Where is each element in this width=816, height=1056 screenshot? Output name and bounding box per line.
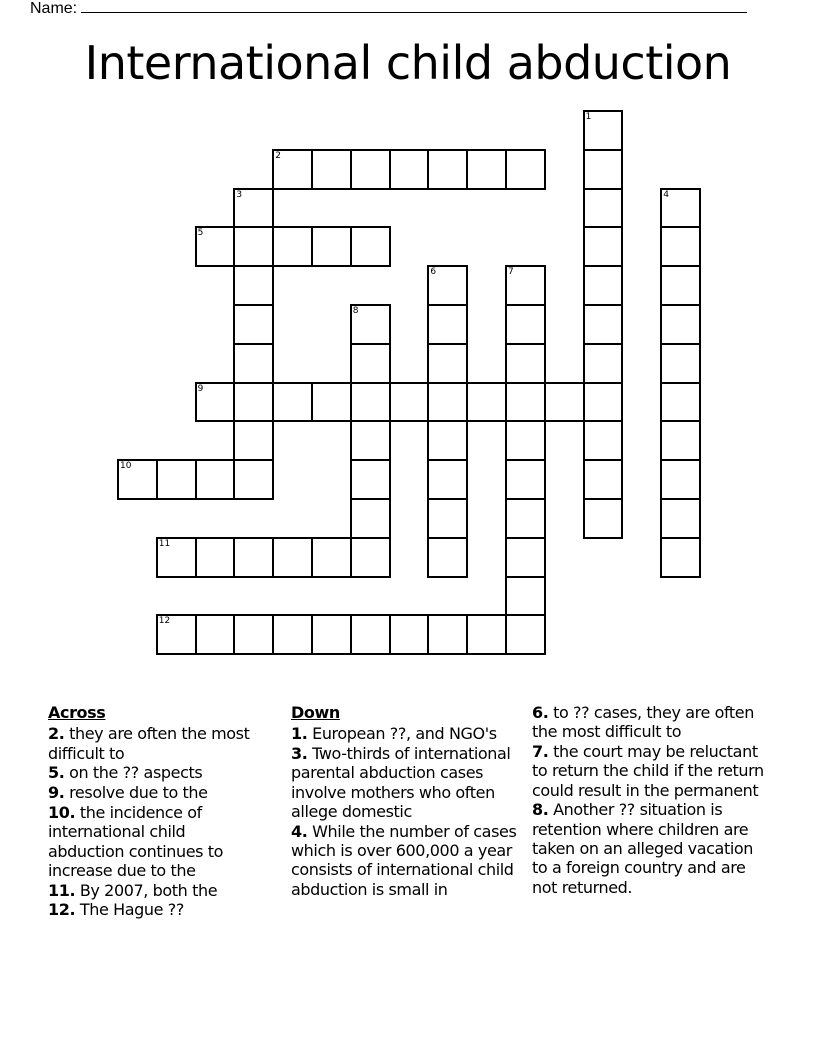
clue-text: they are often the most difficult to xyxy=(48,724,250,763)
clue-number: 10 xyxy=(120,461,132,472)
crossword-cell[interactable] xyxy=(583,188,624,229)
crossword-cell[interactable] xyxy=(350,226,391,267)
clue-text: the incidence of international child abduction continues to increase due to the xyxy=(48,802,224,880)
crossword-cell[interactable] xyxy=(156,537,197,578)
clue-item xyxy=(48,803,263,880)
crossword-cell[interactable] xyxy=(389,149,430,190)
crossword-cell[interactable] xyxy=(311,537,352,578)
clue-num: 12. xyxy=(48,900,76,920)
crossword-cell[interactable] xyxy=(505,420,546,461)
clue-text: The Hague ?? xyxy=(79,900,184,920)
clue-num: 11. xyxy=(48,880,76,900)
crossword-cell[interactable] xyxy=(660,265,701,306)
crossword-cell[interactable] xyxy=(427,537,468,578)
crossword-cell[interactable] xyxy=(660,420,701,461)
crossword-cell[interactable] xyxy=(350,459,391,500)
crossword-cell[interactable] xyxy=(427,304,468,345)
clue-text: By 2007, both the xyxy=(79,880,218,900)
clue-text: Another ?? situation is retention where children are taken on an alleged vacation to a foreign country and are not returned. xyxy=(532,800,753,897)
crossword-cell[interactable] xyxy=(505,149,546,190)
crossword-cell[interactable] xyxy=(233,343,274,384)
clue-num: 6. xyxy=(532,703,549,722)
crossword-cell[interactable] xyxy=(427,265,468,306)
crossword-cell[interactable] xyxy=(505,498,546,539)
clue-text: European ??, and NGO's xyxy=(312,724,497,744)
crossword-cell[interactable] xyxy=(660,188,701,229)
crossword-cell[interactable] xyxy=(350,614,391,655)
across-heading: Across xyxy=(48,703,106,722)
crossword-cell[interactable] xyxy=(660,304,701,345)
crossword-cell[interactable] xyxy=(427,149,468,190)
clue-text: resolve due to the xyxy=(69,783,208,803)
down-clues-continued xyxy=(532,703,772,897)
clue-number: 6 xyxy=(430,267,437,278)
down-heading: Down xyxy=(291,703,340,722)
crossword-cell[interactable] xyxy=(350,343,391,384)
crossword-cell[interactable] xyxy=(272,382,313,423)
clue-text: the court may be reluctant to return the child if the return could result in the permanent xyxy=(532,742,764,800)
crossword-cell[interactable] xyxy=(311,614,352,655)
clue-item xyxy=(532,742,772,800)
clue-number: 12 xyxy=(158,616,171,627)
clue-number: 5 xyxy=(197,228,204,239)
down-clues xyxy=(291,703,523,899)
crossword-cell[interactable] xyxy=(466,382,507,423)
crossword-cell[interactable] xyxy=(660,343,701,384)
clue-num: 3. xyxy=(291,744,308,764)
crossword-cell[interactable] xyxy=(195,459,236,500)
crossword-cell[interactable] xyxy=(233,304,274,345)
crossword-cell[interactable] xyxy=(427,498,468,539)
crossword-cell[interactable] xyxy=(583,304,624,345)
crossword-cell[interactable] xyxy=(272,537,313,578)
clue-item xyxy=(291,822,523,899)
crossword-cell[interactable] xyxy=(350,537,391,578)
page-title: International child abduction xyxy=(84,36,732,90)
crossword-cell[interactable] xyxy=(427,382,468,423)
crossword-cell[interactable] xyxy=(272,149,313,190)
clue-number: 7 xyxy=(508,267,514,278)
crossword-cell[interactable] xyxy=(272,226,313,267)
crossword-cell[interactable] xyxy=(272,614,313,655)
clue-number: 9 xyxy=(197,383,204,394)
crossword-cell[interactable] xyxy=(311,226,352,267)
crossword-cell[interactable] xyxy=(233,459,274,500)
clue-item xyxy=(48,900,263,919)
crossword-cell[interactable] xyxy=(544,382,585,423)
clue-text: on the ?? aspects xyxy=(69,763,203,783)
crossword-cell[interactable] xyxy=(505,576,546,617)
crossword-cell[interactable] xyxy=(427,420,468,461)
clue-num: 9. xyxy=(48,783,65,803)
crossword-cell[interactable] xyxy=(233,420,274,461)
clue-number: 2 xyxy=(275,150,281,161)
crossword-cell[interactable] xyxy=(583,149,624,190)
crossword-cell[interactable] xyxy=(583,265,624,306)
crossword-cell[interactable] xyxy=(505,459,546,500)
clue-num: 1. xyxy=(291,724,308,744)
clue-num: 8. xyxy=(532,800,549,820)
crossword-cell[interactable] xyxy=(505,304,546,345)
crossword-cell[interactable] xyxy=(583,382,624,423)
crossword-cell[interactable] xyxy=(350,149,391,190)
crossword-cell[interactable] xyxy=(505,537,546,578)
crossword-cell[interactable] xyxy=(350,304,391,345)
clue-number: 3 xyxy=(236,189,243,200)
crossword-cell[interactable] xyxy=(195,614,236,655)
clue-num: 5. xyxy=(48,763,65,783)
name-label: Name: xyxy=(30,0,78,17)
crossword-cell[interactable] xyxy=(505,343,546,384)
crossword-cell[interactable] xyxy=(195,382,236,423)
crossword-cell[interactable] xyxy=(233,382,274,423)
clue-item xyxy=(48,881,263,900)
clue-number: 8 xyxy=(352,306,359,316)
clue-num: 2. xyxy=(48,724,65,744)
clue-item xyxy=(291,744,523,821)
crossword-cell[interactable] xyxy=(427,459,468,500)
clue-item xyxy=(532,703,772,742)
crossword-cell[interactable] xyxy=(350,382,391,423)
crossword-cell[interactable] xyxy=(466,614,507,655)
clue-number: 4 xyxy=(663,189,669,200)
crossword-cell[interactable] xyxy=(660,498,701,539)
crossword-cell[interactable] xyxy=(505,265,546,306)
crossword-cell[interactable] xyxy=(233,537,274,578)
crossword-cell[interactable] xyxy=(350,498,391,539)
crossword-cell[interactable] xyxy=(195,537,236,578)
crossword-cell[interactable] xyxy=(350,420,391,461)
crossword-cell[interactable] xyxy=(660,459,701,500)
crossword-cell[interactable] xyxy=(466,149,507,190)
crossword-cell[interactable] xyxy=(505,382,546,423)
crossword-cell[interactable] xyxy=(583,420,624,461)
crossword-cell[interactable] xyxy=(505,614,546,655)
crossword-cell[interactable] xyxy=(156,459,197,500)
clue-num: 4. xyxy=(291,821,308,841)
crossword-cell[interactable] xyxy=(427,343,468,384)
clue-text: to ?? cases, they are often the most difficult to xyxy=(532,703,754,742)
crossword-cell[interactable] xyxy=(311,382,352,423)
across-clues xyxy=(48,703,263,920)
clue-item xyxy=(291,724,523,743)
clue-item xyxy=(48,763,263,782)
clue-item xyxy=(48,783,263,802)
crossword-cell[interactable] xyxy=(389,614,430,655)
crossword-cell[interactable] xyxy=(660,537,701,578)
clue-num: 7. xyxy=(532,742,549,762)
crossword-cell[interactable] xyxy=(583,498,624,539)
clue-item xyxy=(48,724,263,763)
crossword-cell[interactable] xyxy=(233,226,274,267)
crossword-cell[interactable] xyxy=(233,188,274,229)
crossword-cell[interactable] xyxy=(156,614,197,655)
crossword-cell[interactable] xyxy=(583,110,624,151)
crossword-cell[interactable] xyxy=(389,382,430,423)
crossword-cell[interactable] xyxy=(660,226,701,267)
clue-text: While the number of cases which is over 600,000 a year consists of international child abduction is small in xyxy=(291,821,517,899)
crossword-cell[interactable] xyxy=(195,226,236,267)
clue-number: 11 xyxy=(158,538,171,549)
crossword-cell[interactable] xyxy=(233,614,274,655)
crossword-cell[interactable] xyxy=(583,459,624,500)
clue-number: 1 xyxy=(585,112,592,122)
crossword-cell[interactable] xyxy=(233,265,274,306)
crossword-cell[interactable] xyxy=(117,459,158,500)
clue-text: Two-thirds of international parental abduction cases involve mothers who often allege domestic xyxy=(291,744,511,821)
crossword-cell[interactable] xyxy=(427,614,468,655)
clue-num: 10. xyxy=(48,802,76,822)
clue-item xyxy=(532,800,772,896)
crossword-cell[interactable] xyxy=(583,343,624,384)
crossword-cell[interactable] xyxy=(311,149,352,190)
crossword-cell[interactable] xyxy=(583,226,624,267)
crossword-cell[interactable] xyxy=(660,382,701,423)
